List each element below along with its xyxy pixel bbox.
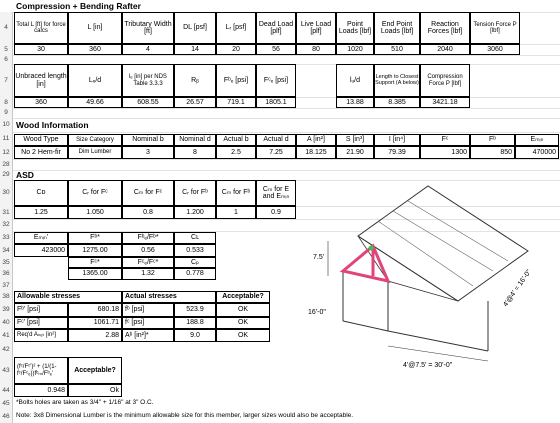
header-cell[interactable]: Tributary Width [ft] bbox=[122, 12, 174, 44]
row-header[interactable]: 38 bbox=[0, 291, 13, 303]
header-cell[interactable]: Dead Load [plf] bbox=[256, 12, 296, 44]
stress-allow[interactable]: 680.18 bbox=[68, 303, 122, 317]
stress-actual[interactable]: 188.8 bbox=[174, 317, 216, 329]
header-cell[interactable]: Lᵣ [psf] bbox=[216, 12, 256, 44]
header-cell[interactable]: Length to Closest Support (A below) bbox=[374, 64, 420, 97]
value-cell[interactable]: 49.66 bbox=[68, 97, 122, 108]
value-cell[interactable]: 1020 bbox=[336, 44, 374, 55]
row-header[interactable]: 30 bbox=[0, 180, 13, 206]
row-header[interactable]: 34 bbox=[0, 244, 13, 257]
stress-ok[interactable]: OK bbox=[216, 317, 270, 329]
header-cell[interactable]: Live Load [plf] bbox=[296, 12, 336, 44]
interaction-formula[interactable]: (fᶜ/Fᶜ')² + (1/(1-fᶜ/Fᶜₑ))fᵇₘ/Fᵇₑ' bbox=[14, 357, 68, 384]
row-header[interactable]: 39 bbox=[0, 303, 13, 317]
interaction-ok[interactable]: Ok bbox=[68, 384, 122, 397]
value-cell[interactable]: 30 bbox=[14, 44, 68, 55]
cp-value[interactable]: 0.778 bbox=[174, 268, 216, 280]
value-cell[interactable]: 1.200 bbox=[174, 206, 216, 219]
row-header[interactable]: 33 bbox=[0, 231, 13, 244]
wall-label: 16'-0" bbox=[308, 309, 326, 316]
height-label: 7.5' bbox=[313, 254, 325, 261]
row-header[interactable]: 41 bbox=[0, 329, 13, 342]
header-cell[interactable]: A [in²] bbox=[296, 134, 336, 146]
value-cell[interactable]: 7.25 bbox=[256, 146, 296, 159]
node-marker bbox=[369, 246, 374, 251]
section-title: Compression + Bending Rafter bbox=[16, 1, 141, 12]
value-cell[interactable]: 608.55 bbox=[122, 97, 174, 108]
row-header[interactable]: 7 bbox=[0, 64, 13, 97]
value-cell[interactable]: 56 bbox=[256, 44, 296, 55]
section-title: ASD bbox=[16, 169, 34, 180]
interaction-accept-label[interactable]: Acceptable? bbox=[68, 357, 122, 384]
value-cell[interactable]: 80 bbox=[296, 44, 336, 55]
stress-actual-label[interactable]: fᶜ [psi] bbox=[122, 317, 174, 329]
header-cell[interactable]: Tension Force P [lbf] bbox=[470, 12, 520, 44]
row-header[interactable]: 10 bbox=[0, 118, 13, 132]
header-cell[interactable]: Unbraced length [in] bbox=[14, 64, 68, 97]
interaction-value[interactable]: 0.948 bbox=[14, 384, 68, 397]
header-cell[interactable]: Fᵇ bbox=[470, 134, 515, 146]
emin-label[interactable]: Eₘᵢₙ' bbox=[14, 232, 68, 244]
header-cell[interactable]: Wood Type bbox=[14, 134, 68, 146]
value-cell[interactable]: Dim Lumber bbox=[68, 146, 122, 159]
value-cell[interactable]: 1.25 bbox=[14, 206, 68, 219]
header-cell[interactable]: Size Category bbox=[68, 134, 122, 146]
header-cell[interactable]: Nominal d bbox=[174, 134, 216, 146]
value-cell[interactable]: 0.8 bbox=[122, 206, 174, 219]
acceptable-header[interactable]: Acceptable? bbox=[216, 291, 270, 303]
allowable-stresses-header[interactable]: Allowable stresses bbox=[14, 291, 122, 303]
fb-star-label[interactable]: Fᵇ* bbox=[68, 232, 122, 244]
header-cell[interactable]: I [in⁴] bbox=[374, 134, 420, 146]
actual-stresses-header[interactable]: Actual stresses bbox=[122, 291, 216, 303]
value-cell[interactable]: 1300 bbox=[420, 146, 470, 159]
value-cell[interactable]: 8 bbox=[174, 146, 216, 159]
value-cell[interactable]: No 2 Hem-fir bbox=[14, 146, 68, 159]
note-bolts: *Bolts holes are taken as 3/4" + 1/16" at 3" O.C. bbox=[16, 399, 154, 406]
value-cell[interactable]: 1.050 bbox=[68, 206, 122, 219]
row-header[interactable]: 29 bbox=[0, 170, 13, 180]
header-cell[interactable]: Point Loads [lbf] bbox=[336, 12, 374, 44]
header-cell[interactable]: lᵤ/d bbox=[336, 64, 374, 97]
value-cell[interactable]: 1805.1 bbox=[256, 97, 296, 108]
header-cell[interactable]: S [in³] bbox=[336, 134, 374, 146]
row-header[interactable]: 45 bbox=[0, 397, 13, 410]
stress-label[interactable]: Req'd Aₙₑₜ [in²] bbox=[14, 329, 68, 342]
row-header[interactable]: 31 bbox=[0, 206, 13, 219]
cp-label[interactable]: Cₚ bbox=[174, 257, 216, 268]
header-cell[interactable]: Fᶜ bbox=[420, 134, 470, 146]
header-cell[interactable]: DL [psf] bbox=[174, 12, 216, 44]
header-cell[interactable]: Cᴅ bbox=[14, 180, 68, 206]
row-header[interactable]: 12 bbox=[0, 146, 13, 159]
header-cell[interactable]: Cᵣ for Fᶜ bbox=[68, 180, 122, 206]
fbe-ratio-label[interactable]: Fᵇₑ/Fᵇ* bbox=[122, 232, 174, 244]
value-cell[interactable]: 360 bbox=[68, 44, 122, 55]
header-cell[interactable]: Compression Force P [lbf] bbox=[420, 64, 470, 97]
stress-ok[interactable]: OK bbox=[216, 329, 270, 342]
value-cell[interactable]: 3 bbox=[122, 146, 174, 159]
row-header[interactable]: 37 bbox=[0, 280, 13, 291]
value-cell[interactable]: 719.1 bbox=[216, 97, 256, 108]
fc-star-value[interactable]: 1365.00 bbox=[68, 268, 122, 280]
header-cell[interactable]: L [in] bbox=[68, 12, 122, 44]
row-header[interactable]: 40 bbox=[0, 317, 13, 329]
fce-ratio-value[interactable]: 1.32 bbox=[122, 268, 174, 280]
fb-star-value[interactable]: 1275.00 bbox=[68, 244, 122, 257]
row-header[interactable]: 11 bbox=[0, 132, 13, 146]
header-cell[interactable]: Cᵣ for Fᵇ bbox=[174, 180, 216, 206]
header-cell[interactable]: Actual d bbox=[256, 134, 296, 146]
header-cell[interactable]: Lₑ/d bbox=[68, 64, 122, 97]
header-cell[interactable]: lₑ [in] per NDS Table 3.3.3 bbox=[122, 64, 174, 97]
stress-actual-label[interactable]: Aᵇ [in²]* bbox=[122, 329, 174, 342]
row-header[interactable]: 42 bbox=[0, 342, 13, 357]
cl-label[interactable]: Cʟ bbox=[174, 232, 216, 244]
value-cell[interactable]: 21.90 bbox=[336, 146, 374, 159]
roof-sketch bbox=[308, 181, 558, 371]
header-cell[interactable]: Rᵦ bbox=[174, 64, 216, 97]
emin-value[interactable]: 423000 bbox=[14, 244, 68, 257]
value-cell[interactable]: 470000 bbox=[515, 146, 559, 159]
header-cell[interactable]: End Point Loads [lbf] bbox=[374, 12, 420, 44]
value-cell[interactable]: 26.57 bbox=[174, 97, 216, 108]
section-title: Wood Information bbox=[16, 120, 89, 131]
value-cell[interactable]: 3060 bbox=[470, 44, 520, 55]
row-header[interactable]: 35 bbox=[0, 257, 13, 268]
fbe-ratio-value[interactable]: 0.56 bbox=[122, 244, 174, 257]
value-cell[interactable]: 20 bbox=[216, 44, 256, 55]
note-min-size: Note: 3x8 Dimensional Lumber is the minimum allowable size for this member, larger sizes would also be acceptable. bbox=[16, 412, 354, 419]
row-header[interactable]: 43 bbox=[0, 357, 13, 384]
value-cell[interactable]: 18.125 bbox=[296, 146, 336, 159]
value-cell[interactable]: 0.9 bbox=[256, 206, 296, 219]
value-cell[interactable]: 2040 bbox=[420, 44, 470, 55]
header-cell[interactable]: Actual b bbox=[216, 134, 256, 146]
value-cell[interactable]: 510 bbox=[374, 44, 420, 55]
cl-value[interactable]: 0.533 bbox=[174, 244, 216, 257]
value-cell[interactable]: 1 bbox=[216, 206, 256, 219]
header-cell[interactable]: Fᶜₑ [psi] bbox=[256, 64, 296, 97]
stress-label[interactable]: Fᵇ' [psi] bbox=[14, 303, 68, 317]
value-cell[interactable]: 360 bbox=[14, 97, 68, 108]
value-cell[interactable]: 8.385 bbox=[374, 97, 420, 108]
header-cell[interactable]: Cₘ for Fᶜ bbox=[122, 180, 174, 206]
row-header[interactable]: 32 bbox=[0, 219, 13, 231]
stress-ok[interactable]: OK bbox=[216, 303, 270, 317]
row-header[interactable]: 5 bbox=[0, 44, 13, 55]
stress-allow[interactable]: 1061.71 bbox=[68, 317, 122, 329]
fc-star-label[interactable]: Fᶜ* bbox=[68, 257, 122, 268]
fce-ratio-label[interactable]: Fᶜₑ/Fᶜ* bbox=[122, 257, 174, 268]
width-label: 4'@4' = 16'-0" bbox=[502, 268, 533, 309]
stress-allow[interactable]: 2.88 bbox=[68, 329, 122, 342]
row-header[interactable]: 36 bbox=[0, 268, 13, 280]
row-header[interactable]: 4 bbox=[0, 12, 13, 44]
header-cell[interactable]: Nominal b bbox=[122, 134, 174, 146]
stress-actual-label[interactable]: fᵇ [psi] bbox=[122, 303, 174, 317]
header-cell[interactable]: Reaction Forces [lbf] bbox=[420, 12, 470, 44]
value-cell[interactable]: 850 bbox=[470, 146, 515, 159]
row-header[interactable]: 28 bbox=[0, 159, 13, 170]
stress-label[interactable]: Fᶜ' [psi] bbox=[14, 317, 68, 329]
stress-actual[interactable]: 9.0 bbox=[174, 329, 216, 342]
row-header[interactable]: 6 bbox=[0, 55, 13, 64]
header-cell[interactable]: Eₘᵢₙ bbox=[515, 134, 559, 146]
value-cell[interactable]: 14 bbox=[174, 44, 216, 55]
row-header[interactable]: 9 bbox=[0, 108, 13, 118]
header-cell[interactable]: Cₘ for Fᵇ bbox=[216, 180, 256, 206]
row-header[interactable]: 8 bbox=[0, 97, 13, 108]
value-cell[interactable]: 79.39 bbox=[374, 146, 420, 159]
header-cell[interactable]: Fᵇₑ [psi] bbox=[216, 64, 256, 97]
value-cell[interactable]: 13.88 bbox=[336, 97, 374, 108]
row-header[interactable]: 46 bbox=[0, 410, 13, 423]
stress-actual[interactable]: 523.9 bbox=[174, 303, 216, 317]
value-cell[interactable]: 2.5 bbox=[216, 146, 256, 159]
header-cell[interactable]: Total L [ft] for force calcs bbox=[14, 12, 68, 44]
value-cell[interactable]: 4 bbox=[122, 44, 174, 55]
header-cell[interactable]: Cₘ for E and Eₘᵢₙ bbox=[256, 180, 296, 206]
value-cell[interactable]: 3421.18 bbox=[420, 97, 470, 108]
length-label: 4'@7.5' = 30'-0" bbox=[403, 362, 453, 369]
row-header[interactable]: 44 bbox=[0, 384, 13, 397]
